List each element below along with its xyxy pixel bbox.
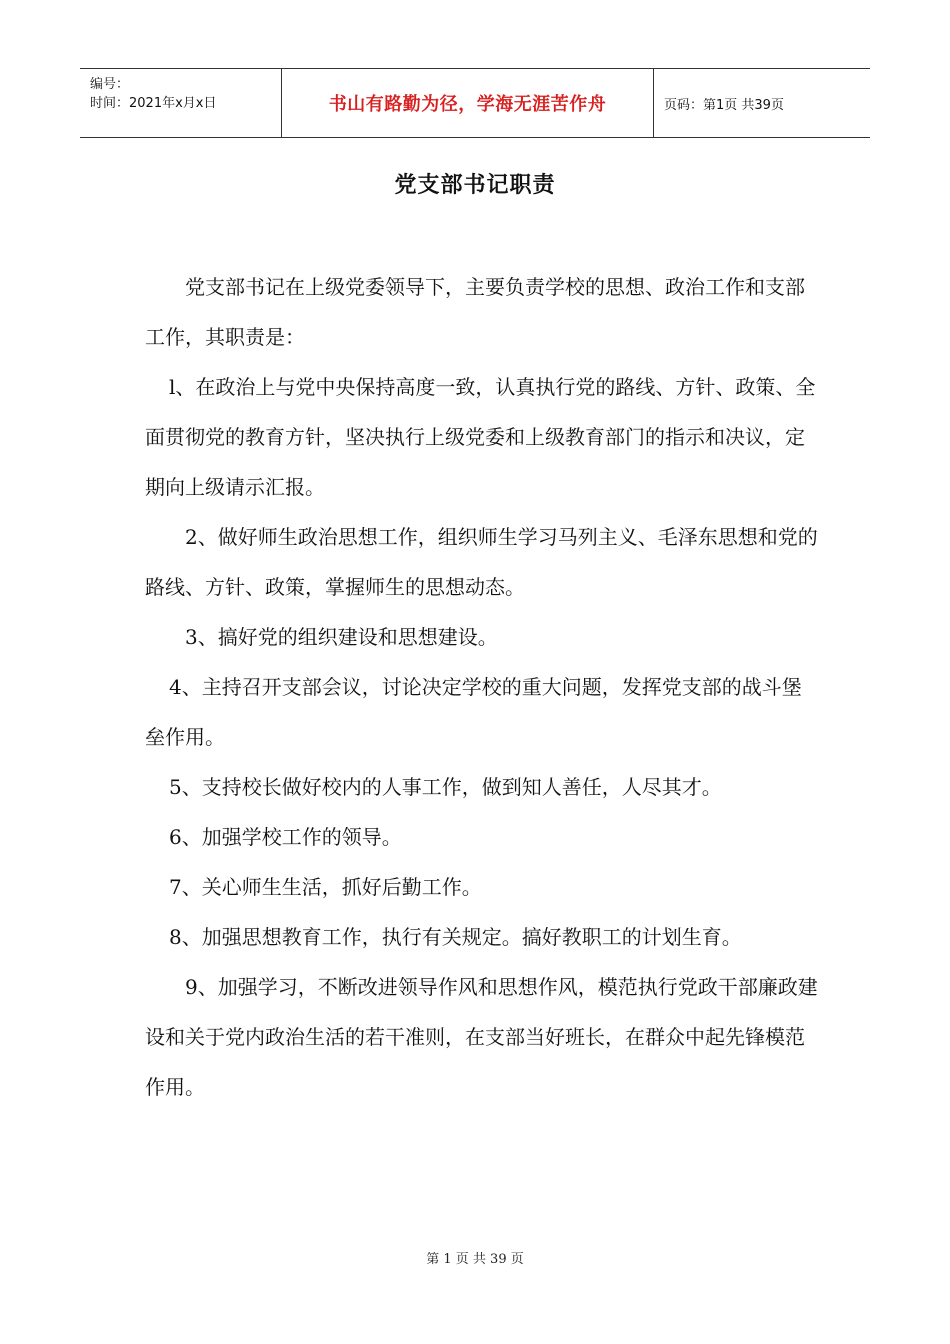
header-meta-cell	[80, 69, 282, 137]
header-table	[80, 68, 870, 138]
document-body	[145, 262, 820, 1112]
page-info-cell	[654, 69, 870, 137]
duty-item-7: 7、关心师生生活，抓好后勤工作。	[169, 875, 482, 899]
page-info: 页码：第1页 共39页	[664, 97, 784, 113]
duty-item-6: 6、加强学校工作的领导。	[169, 825, 402, 849]
duty-item-3: 3、搞好党的组织建设和思想建设。	[185, 625, 498, 649]
duty-item-8: 8、加强思想教育工作，执行有关规定。搞好教职工的计划生育。	[169, 925, 742, 949]
motto-text: 书山有路勤为径，学海无涯苦作舟	[328, 94, 607, 115]
document-title: 党支部书记职责	[394, 173, 556, 198]
duty-item-5: 5、支持校长做好校内的人事工作，做到知人善任，人尽其才。	[169, 775, 722, 799]
number-label: 编号：	[90, 77, 130, 92]
duty-item-9: 9、加强学习，不断改进领导作风和思想作风，模范执行党政干部廉政建设和关于党内政治生活的若干准则，在支部当好班长，在群众中起先锋模范作用。	[145, 975, 818, 1099]
motto-cell	[282, 69, 654, 137]
time-label: 时间：2021年x月x日	[90, 96, 217, 111]
intro-paragraph: 党支部书记在上级党委领导下，主要负责学校的思想、政治工作和支部工作，其职责是：	[145, 275, 805, 349]
duty-item-2: 2、做好师生政治思想工作，组织师生学习马列主义、毛泽东思想和党的路线、方针、政策，掌握师生的思想动态。	[145, 525, 818, 599]
page-footer: 第 1 页 共 39 页	[426, 1252, 524, 1267]
duty-item-1: l、在政治上与党中央保持高度一致，认真执行党的路线、方针、政策、全面贯彻党的教育方针，坚决执行上级党委和上级教育部门的指示和决议，定期向上级请示汇报。	[145, 375, 816, 499]
duty-item-4: 4、主持召开支部会议，讨论决定学校的重大问题，发挥党支部的战斗堡垒作用。	[145, 675, 802, 749]
